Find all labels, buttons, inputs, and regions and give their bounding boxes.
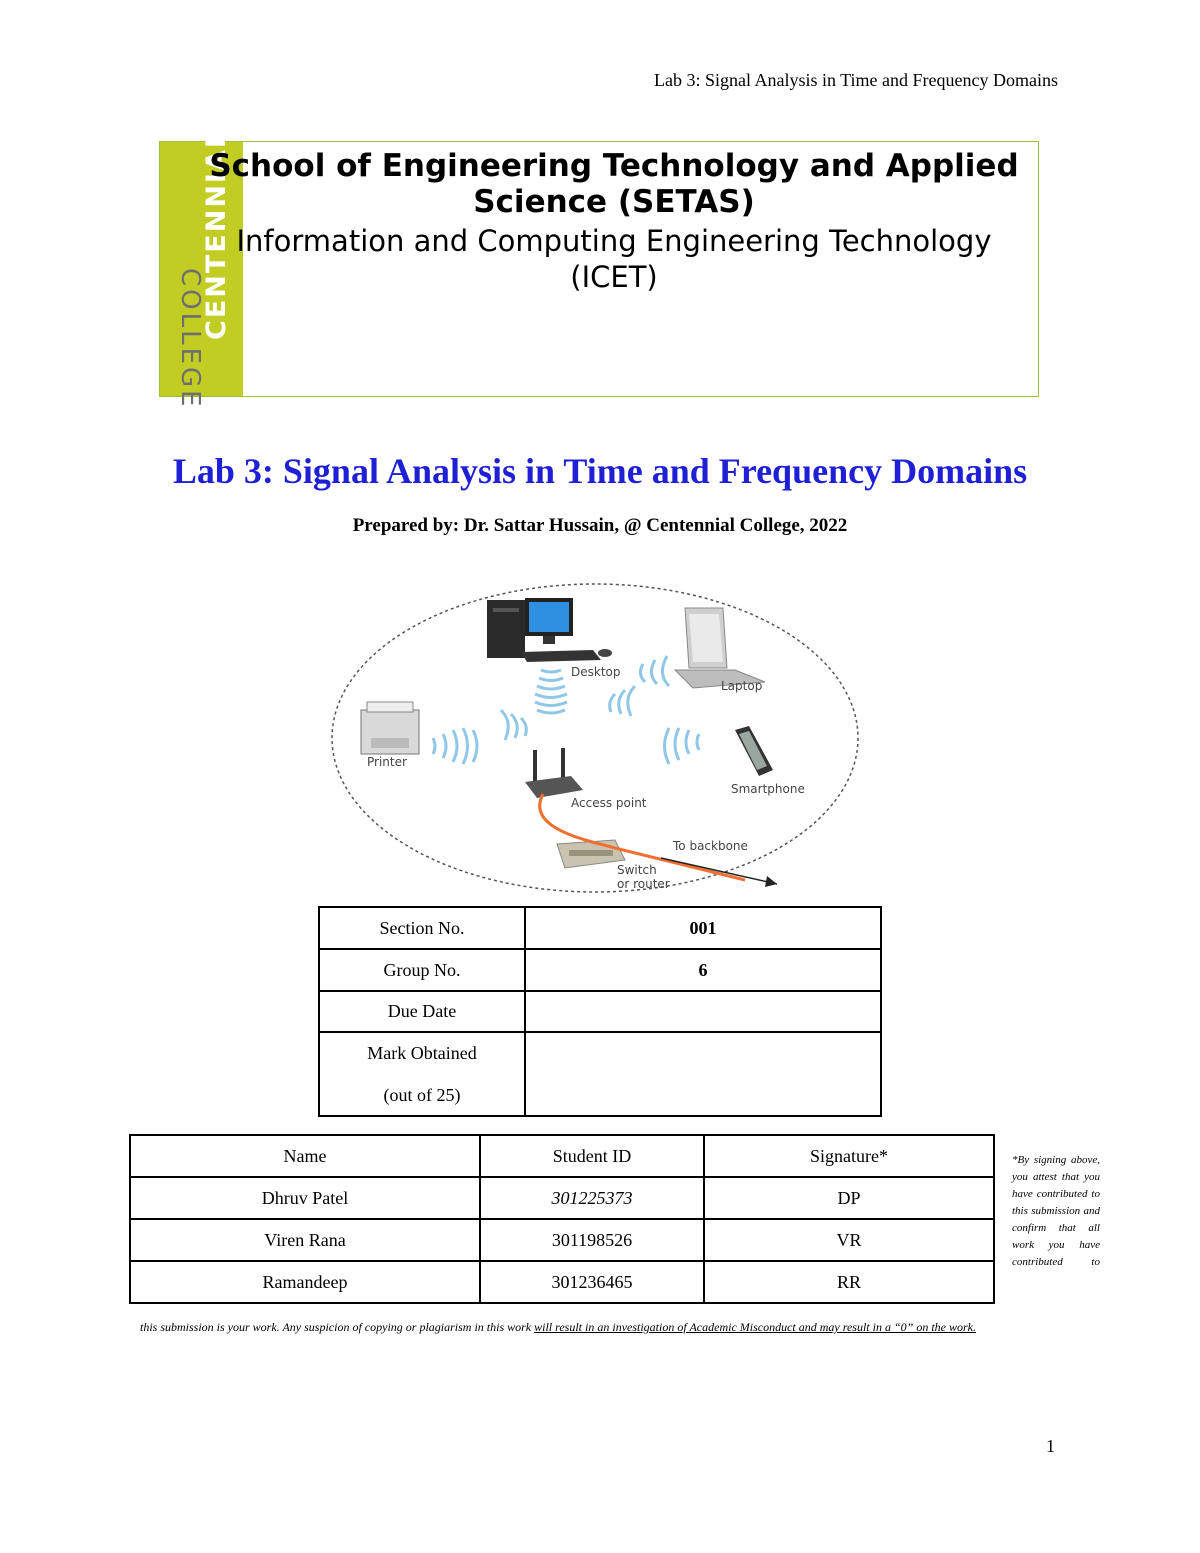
group-value: 6 [525, 949, 881, 991]
table-row [319, 1032, 881, 1116]
laptop-label: Laptop [721, 679, 763, 693]
page-number: 1 [1046, 1436, 1055, 1456]
member-signature: DP [704, 1177, 994, 1219]
section-value: 001 [525, 907, 881, 949]
member-student-id: 301198526 [480, 1219, 704, 1261]
network-diagram [325, 578, 865, 898]
wireless-signal-waves [433, 656, 699, 764]
table-row [319, 949, 881, 991]
school-name: School of Engineering Technology and Applied Science (SETAS) [209, 148, 1019, 220]
lab-info-table [318, 906, 882, 1117]
group-label: Group No. [319, 949, 525, 991]
switch-router-icon [557, 840, 625, 868]
table-row [319, 991, 881, 1032]
section-label: Section No. [319, 907, 525, 949]
smartphone-icon [735, 726, 773, 776]
desktop-label: Desktop [571, 665, 621, 679]
member-student-id: 301236465 [480, 1261, 704, 1303]
to-backbone-label: To backbone [673, 839, 748, 853]
logo-word-college: COLLEGE [175, 268, 205, 410]
desktop-computer-icon [487, 598, 612, 662]
member-name: Dhruv Patel [130, 1177, 480, 1219]
logo-word-centennial: CENTENNIAL [201, 128, 232, 340]
printer-label: Printer [367, 755, 407, 769]
or-router-label: or router [617, 877, 670, 891]
table-row [319, 907, 881, 949]
running-header: Lab 3: Signal Analysis in Time and Frequency Domains [654, 70, 1058, 90]
table-row [130, 1177, 994, 1219]
header-name: Name [130, 1135, 480, 1177]
switch-label: Switch [617, 863, 657, 877]
printer-icon [361, 702, 419, 754]
member-student-id: 301225373 [480, 1177, 704, 1219]
attestation-note-underlined: will result in an investigation of Academic Misconduct and may result in a “0” on the work. [534, 1320, 976, 1334]
program-name: Information and Computing Engineering Technology (ICET) [236, 224, 992, 294]
access-point-label: Access point [571, 796, 647, 810]
due-date-value [525, 991, 881, 1032]
attestation-side-note: *By signing above, you attest that you have contributed to this submission and confirm that all work you have contributed to [1012, 1154, 1100, 1268]
mark-obtained-label [319, 1032, 525, 1116]
due-date-label: Due Date [319, 991, 525, 1032]
member-name: Ramandeep [130, 1261, 480, 1303]
institution-banner [159, 128, 1039, 410]
laptop-icon [675, 608, 765, 688]
mark-out-of-text: (out of 25) [383, 1085, 461, 1105]
backbone-arrow [661, 858, 777, 884]
header-student-id: Student ID [480, 1135, 704, 1177]
member-name: Viren Rana [130, 1219, 480, 1261]
lab-title: Lab 3: Signal Analysis in Time and Frequency Domains [172, 451, 1028, 491]
mark-obtained-text: Mark Obtained [367, 1043, 477, 1063]
member-signature: VR [704, 1219, 994, 1261]
table-header-row [130, 1135, 994, 1177]
attestation-note-plain: this submission is your work. Any suspicion of copying or plagiarism in this work [140, 1320, 535, 1334]
table-row [130, 1219, 994, 1261]
mark-obtained-value [525, 1032, 881, 1116]
attestation-note [140, 1319, 1100, 1336]
access-point-icon [525, 748, 583, 798]
table-row [130, 1261, 994, 1303]
prepared-by: Prepared by: Dr. Sattar Hussain, @ Centennial College, 2022 [352, 515, 848, 536]
member-signature: RR [704, 1261, 994, 1303]
group-members-table [129, 1134, 995, 1304]
header-signature: Signature* [704, 1135, 994, 1177]
smartphone-label: Smartphone [731, 782, 805, 796]
